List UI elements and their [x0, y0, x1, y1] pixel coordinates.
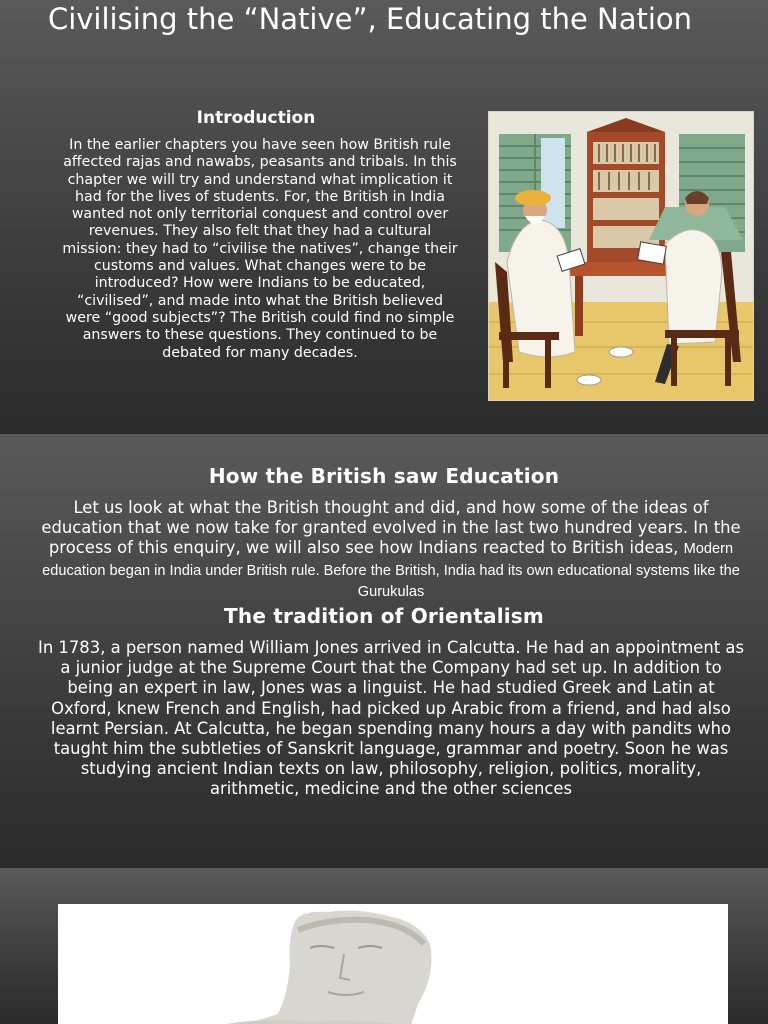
slide-william-jones — [0, 868, 768, 1024]
orientalism-text: In 1783, a person named William Jones arrived in Calcutta. He had an appointment as a junior judge at the Supreme Court that the Company had set up. In addition to being an expert in law, Jones was a linguist. He had studied Greek and Latin at Oxford, knew French and English, had picked up Arabic from a friend, and had also learnt Persian. At Calcutta, he began spending many hours a day with pandits who taught him the subtleties of Sanskrit language, grammar and poetry. Soon he was studying ancient Indian texts on law, philosophy, religion, politics, morality, arithmetic, medicine and the other sciences — [38, 638, 744, 799]
slide-title: Civilising the “Native”, Educating the Nation — [47, 2, 693, 36]
introduction-text: In the earlier chapters you have seen how British rule affected rajas and nawabs, peasants and tribals. In this chapter we will try and understand what implication it had for the lives of students. For, the British in India wanted not only territorial conquest and control over revenues. They also felt that they had a cultural mission: they had to “civilise the natives”, change their customs and values. What changes were to be introduced? How were Indians to be educated, “civilised”, and made into what the British believed were “good subjects”? The British could find no simple answers to these questions. They continued to be debated for many decades. — [62, 137, 458, 361]
modern-education-note: Modern education began in India under British rule. Before the British, India had its own educational systems like the Gurukulas — [42, 541, 740, 600]
bust-image-panel — [58, 904, 728, 1024]
british-education-main-text: Let us look at what the British thought and did, and how some of the ideas of education that we now take for granted evolved in the last two hundred years. In the process of this enquiry, we will also see how Indians reacted to British ideas, — [41, 498, 741, 558]
british-education-text — [38, 498, 744, 602]
pandit-and-englishman-illustration — [488, 111, 754, 401]
orientalism-heading: The tradition of Orientalism — [224, 604, 544, 628]
marble-bust-image — [58, 904, 728, 1024]
introduction-heading: Introduction — [196, 108, 316, 128]
slide-education — [0, 434, 768, 866]
british-education-heading: How the British saw Education — [208, 464, 560, 488]
slide-introduction — [0, 0, 768, 432]
